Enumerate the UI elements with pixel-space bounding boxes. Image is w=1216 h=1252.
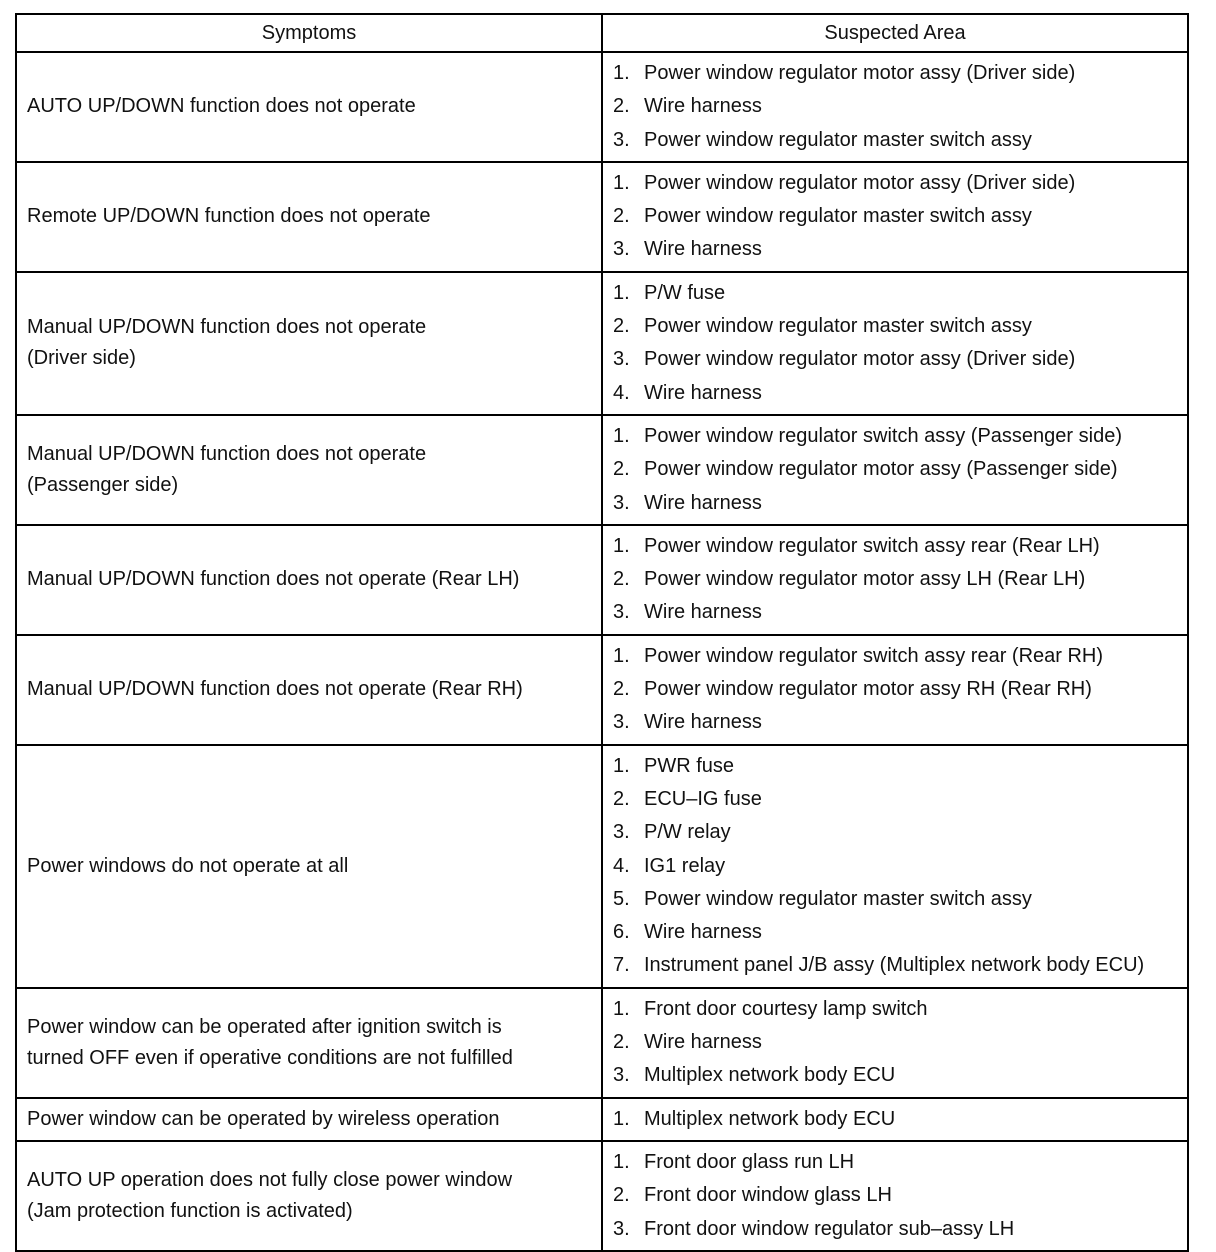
symptom-text: Manual UP/DOWN function does not operate (27, 316, 427, 339)
item-number: 3. (613, 128, 630, 151)
symptom-cell (16, 745, 602, 988)
item-number: 3. (613, 348, 630, 371)
symptom-cell (16, 1098, 602, 1141)
item-number: 2. (613, 678, 630, 701)
suspected-area-cell (602, 745, 1188, 988)
suspected-area-text: Wire harness (644, 238, 762, 261)
suspected-area-text: PWR fuse (644, 754, 735, 777)
table-row (16, 162, 1188, 272)
suspected-area-list (613, 420, 1179, 520)
table-row (16, 635, 1188, 745)
item-number: 6. (613, 921, 630, 944)
list-item (613, 783, 1179, 816)
symptom-cell (16, 635, 602, 745)
symptom-cell (16, 272, 602, 415)
suspected-area-list (613, 750, 1179, 983)
suspected-area-cell (602, 988, 1188, 1098)
list-item (613, 377, 1179, 410)
item-number: 1. (613, 754, 630, 777)
suspected-area-list (613, 993, 1179, 1093)
suspected-area-text: P/W relay (644, 821, 731, 844)
table-row (16, 1141, 1188, 1251)
suspected-area-text: Power window regulator switch assy (Passenger side) (644, 424, 1122, 447)
list-item (613, 167, 1179, 200)
suspected-area-text: Power window regulator motor assy (Passenger side) (644, 458, 1118, 481)
suspected-area-list (613, 530, 1179, 630)
suspected-area-text: Wire harness (644, 491, 762, 514)
symptom-text: (Passenger side) (27, 473, 179, 496)
list-item (613, 883, 1179, 916)
list-item (613, 90, 1179, 123)
symptom-text: AUTO UP operation does not fully close power window (27, 1168, 513, 1191)
symptom-cell (16, 52, 602, 162)
list-item (613, 1103, 1179, 1136)
table-row (16, 415, 1188, 525)
table-row (16, 272, 1188, 415)
item-number: 3. (613, 1064, 630, 1087)
item-number: 1. (613, 1150, 630, 1173)
symptom-text: (Jam protection function is activated) (27, 1199, 353, 1222)
suspected-area-list (613, 167, 1179, 267)
table-row (16, 1098, 1188, 1141)
suspected-area-text: Power window regulator master switch assy (644, 315, 1032, 338)
symptom-cell (16, 415, 602, 525)
item-number: 2. (613, 95, 630, 118)
table-body (16, 52, 1188, 1251)
symptom-text: Manual UP/DOWN function does not operate (Rear RH) (27, 678, 523, 701)
suspected-area-text: Front door window regulator sub–assy LH (644, 1217, 1015, 1240)
list-item (613, 343, 1179, 376)
item-number: 7. (613, 954, 630, 977)
item-number: 2. (613, 568, 630, 591)
suspected-area-text: Power window regulator master switch assy (644, 205, 1032, 228)
item-number: 1. (613, 1107, 630, 1130)
suspected-area-text: Wire harness (644, 381, 762, 404)
troubleshooting-table (15, 13, 1189, 1252)
suspected-area-text: Power window regulator motor assy (Driver side) (644, 348, 1076, 371)
list-item (613, 916, 1179, 949)
symptom-text: (Driver side) (27, 347, 136, 370)
list-item (613, 563, 1179, 596)
item-number: 3. (613, 711, 630, 734)
list-item (613, 420, 1179, 453)
symptom-text: Power window can be operated by wireless operation (27, 1107, 500, 1130)
suspected-area-cell (602, 162, 1188, 272)
table-row (16, 988, 1188, 1098)
suspected-area-list (613, 277, 1179, 410)
list-item (613, 993, 1179, 1026)
item-number: 2. (613, 787, 630, 810)
list-item (613, 1026, 1179, 1059)
suspected-area-cell (602, 1141, 1188, 1251)
list-item (613, 1179, 1179, 1212)
item-number: 2. (613, 1184, 630, 1207)
suspected-area-text: Power window regulator master switch assy (644, 128, 1032, 151)
suspected-area-text: Wire harness (644, 1031, 762, 1054)
list-item (613, 596, 1179, 629)
list-item (613, 530, 1179, 563)
suspected-area-list (613, 1146, 1179, 1246)
item-number: 1. (613, 644, 630, 667)
item-number: 1. (613, 62, 630, 84)
suspected-area-text: Front door window glass LH (644, 1184, 892, 1207)
suspected-area-text: Power window regulator motor assy RH (Rear RH) (644, 678, 1092, 701)
item-number: 3. (613, 1217, 630, 1240)
list-item (613, 949, 1179, 982)
suspected-area-text: Front door glass run LH (644, 1150, 855, 1173)
item-number: 2. (613, 205, 630, 228)
suspected-area-text: Power window regulator switch assy rear (Rear RH) (644, 644, 1104, 667)
list-item (613, 816, 1179, 849)
suspected-area-text: ECU–IG fuse (644, 787, 762, 810)
suspected-area-cell (602, 525, 1188, 635)
table-row (16, 525, 1188, 635)
header-row (16, 14, 1188, 52)
list-item (613, 850, 1179, 883)
list-item (613, 200, 1179, 233)
suspected-area-text: Power window regulator motor assy (Driver side) (644, 171, 1076, 194)
item-number: 1. (613, 424, 630, 447)
suspected-area-text: Power window regulator master switch assy (644, 887, 1032, 910)
suspected-area-text: Wire harness (644, 601, 762, 624)
suspected-area-cell (602, 415, 1188, 525)
table-row (16, 52, 1188, 162)
symptom-text: AUTO UP/DOWN function does not operate (27, 95, 416, 118)
item-number: 2. (613, 315, 630, 338)
item-number: 1. (613, 534, 630, 557)
list-item (613, 706, 1179, 739)
suspected-area-text: Multiplex network body ECU (644, 1064, 896, 1087)
item-number: 2. (613, 458, 630, 481)
symptom-text: Power windows do not operate at all (27, 854, 349, 877)
suspected-area-text: IG1 relay (644, 854, 726, 877)
symptom-cell (16, 525, 602, 635)
item-number: 3. (613, 601, 630, 624)
list-item (613, 277, 1179, 310)
list-item (613, 750, 1179, 783)
item-number: 1. (613, 997, 630, 1020)
list-item (613, 673, 1179, 706)
header-symptoms: Symptoms (16, 14, 602, 52)
header-suspected-area: Suspected Area (602, 14, 1188, 52)
list-item (613, 1059, 1179, 1092)
list-item (613, 1213, 1179, 1246)
table-row (16, 745, 1188, 988)
list-item (613, 487, 1179, 520)
item-number: 3. (613, 821, 630, 844)
suspected-area-text: Instrument panel J/B assy (Multiplex network body ECU) (644, 954, 1145, 977)
suspected-area-text: Wire harness (644, 711, 762, 734)
list-item (613, 640, 1179, 673)
symptom-cell (16, 988, 602, 1098)
symptom-text: Manual UP/DOWN function does not operate (Rear LH) (27, 568, 520, 591)
item-number: 4. (613, 854, 630, 877)
list-item (613, 453, 1179, 486)
suspected-area-text: P/W fuse (644, 281, 726, 304)
item-number: 2. (613, 1031, 630, 1054)
list-item (613, 124, 1179, 157)
list-item (613, 1146, 1179, 1179)
suspected-area-list (613, 1103, 1179, 1136)
suspected-area-list (613, 640, 1179, 740)
item-number: 4. (613, 381, 630, 404)
list-item (613, 233, 1179, 266)
suspected-area-text: Multiplex network body ECU (644, 1107, 896, 1130)
item-number: 1. (613, 281, 630, 304)
item-number: 3. (613, 491, 630, 514)
item-number: 3. (613, 238, 630, 261)
suspected-area-text: Power window regulator motor assy LH (Rear LH) (644, 568, 1086, 591)
item-number: 5. (613, 887, 630, 910)
suspected-area-text: Wire harness (644, 95, 762, 118)
suspected-area-text: Power window regulator switch assy rear (Rear LH) (644, 534, 1100, 557)
suspected-area-cell (602, 1098, 1188, 1141)
suspected-area-text: Front door courtesy lamp switch (644, 997, 928, 1020)
suspected-area-text: Power window regulator motor assy (Driver side) (644, 62, 1076, 84)
symptom-cell (16, 1141, 602, 1251)
suspected-area-text: Wire harness (644, 921, 762, 944)
table-header (16, 14, 1188, 52)
list-item (613, 310, 1179, 343)
symptom-text: Remote UP/DOWN function does not operate (27, 205, 431, 228)
suspected-area-cell (602, 635, 1188, 745)
item-number: 1. (613, 171, 630, 194)
suspected-area-cell (602, 272, 1188, 415)
suspected-area-list (613, 57, 1179, 157)
symptom-text: Manual UP/DOWN function does not operate (27, 442, 427, 465)
symptom-text: turned OFF even if operative conditions are not fulfilled (27, 1046, 513, 1069)
list-item (613, 57, 1179, 90)
symptom-text: Power window can be operated after ignition switch is (27, 1015, 502, 1038)
suspected-area-cell (602, 52, 1188, 162)
symptom-cell (16, 162, 602, 272)
